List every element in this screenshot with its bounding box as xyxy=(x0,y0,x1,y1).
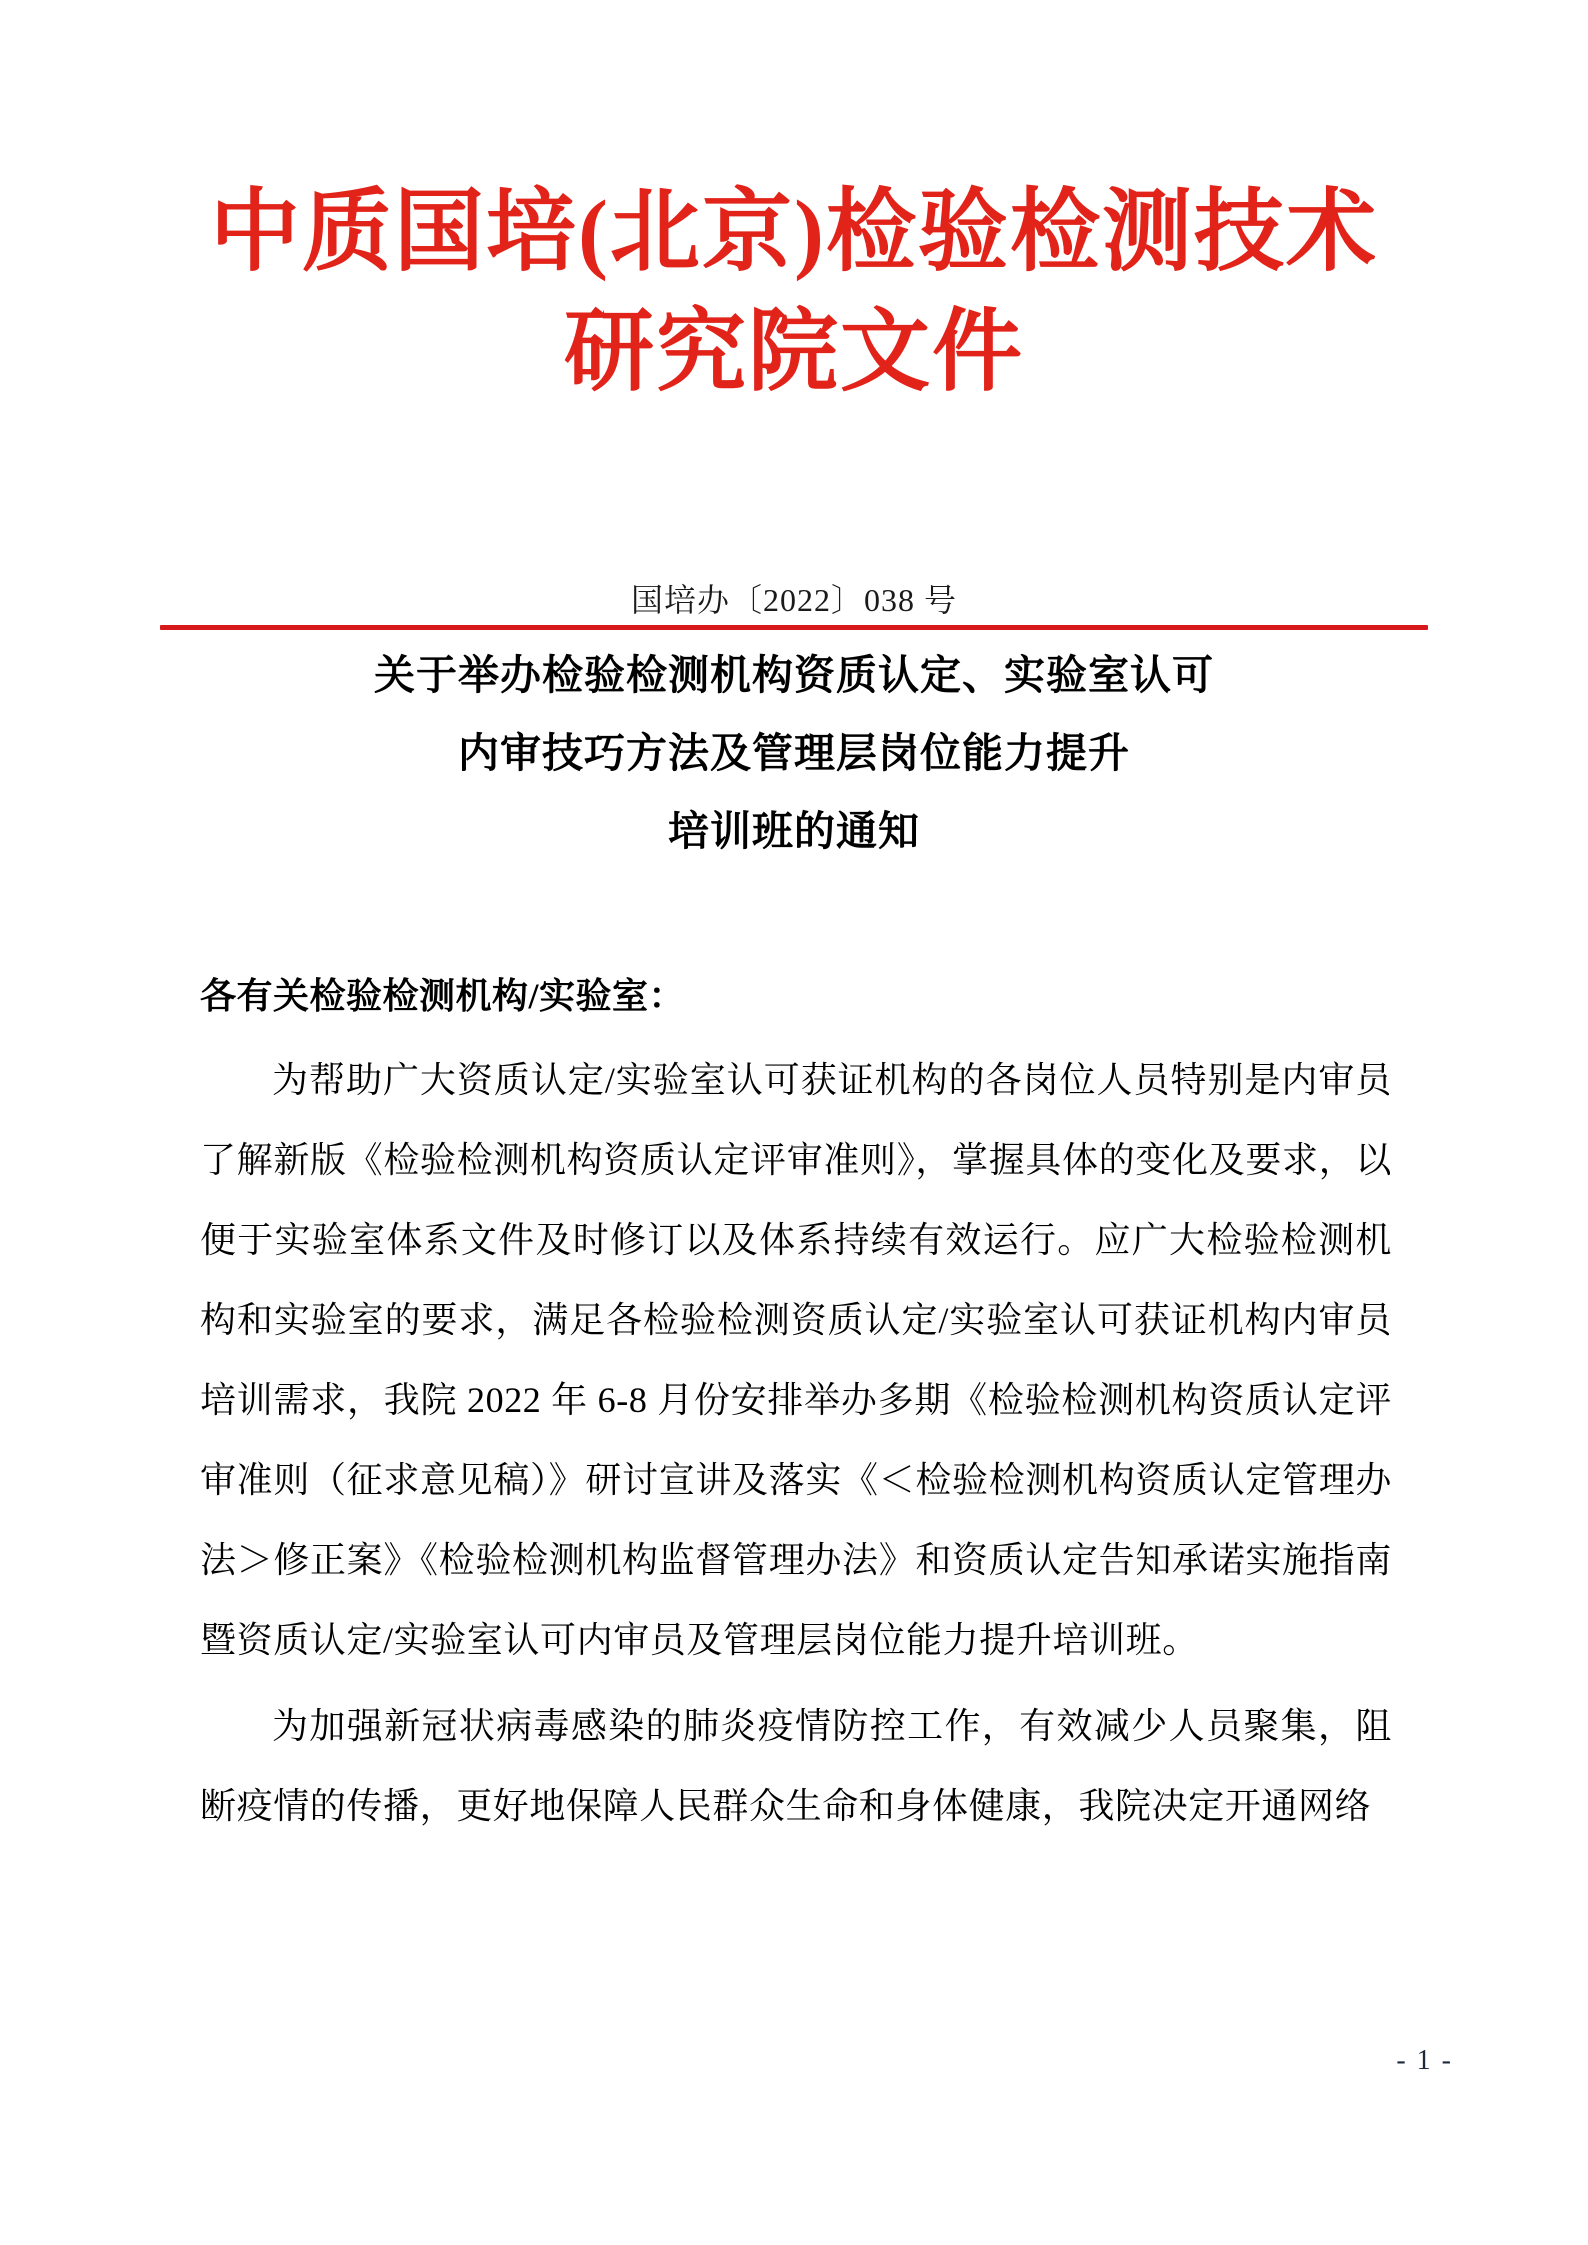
document-body xyxy=(200,975,1392,1852)
page-title xyxy=(200,652,1388,854)
salutation: 各有关检验检测机构/实验室： xyxy=(200,976,686,1016)
body-paragraph-1: 为帮助广大资质认定/实验室认可获证机构的各岗位人员特别是内审员了解新版《检验检测机构资质认定评审准则》，掌握具体的变化及要求，以便于实验室体系文件及时修订以及体系持续有效运行。应广大检验检测机构和实验室的要求，满足各检验检测资质认定/实验室认可获证机构内审员培训需求，我院 2022 年 6-8 月份安排举办多期《检验检测机构资质认定评审准则（征求意见稿）》研讨宣讲及落实《＜检验检测机构资质认定管理办法＞修正案》《检验检测机构监督管理办法》和资质认定告知承诺实施指南暨资质认定/实验室认可内审员及管理层岗位能力提升培训班。 xyxy=(200,1060,1392,1661)
page-number: - 1 - xyxy=(1396,2045,1453,2076)
body-paragraph-2: 为加强新冠状病毒感染的肺炎疫情防控工作，有效减少人员聚集，阻断疫情的传播，更好地保障人民群众生命和身体健康，我院决定开通网络 xyxy=(200,1706,1392,1827)
red-separator-rule xyxy=(160,625,1428,630)
page-title-line-3: 培训班的通知 xyxy=(668,808,920,854)
document-number: 国培办〔2022〕038 号 xyxy=(630,582,957,618)
letterhead xyxy=(0,180,1588,406)
letterhead-line-2: 研究院文件 xyxy=(564,303,1024,403)
page-title-line-1: 关于举办检验检测机构资质认定、实验室认可 xyxy=(374,652,1214,698)
page-title-line-2: 内审技巧方法及管理层岗位能力提升 xyxy=(458,730,1130,776)
letterhead-line-1: 中质国培(北京)检验检测技术 xyxy=(210,183,1378,282)
